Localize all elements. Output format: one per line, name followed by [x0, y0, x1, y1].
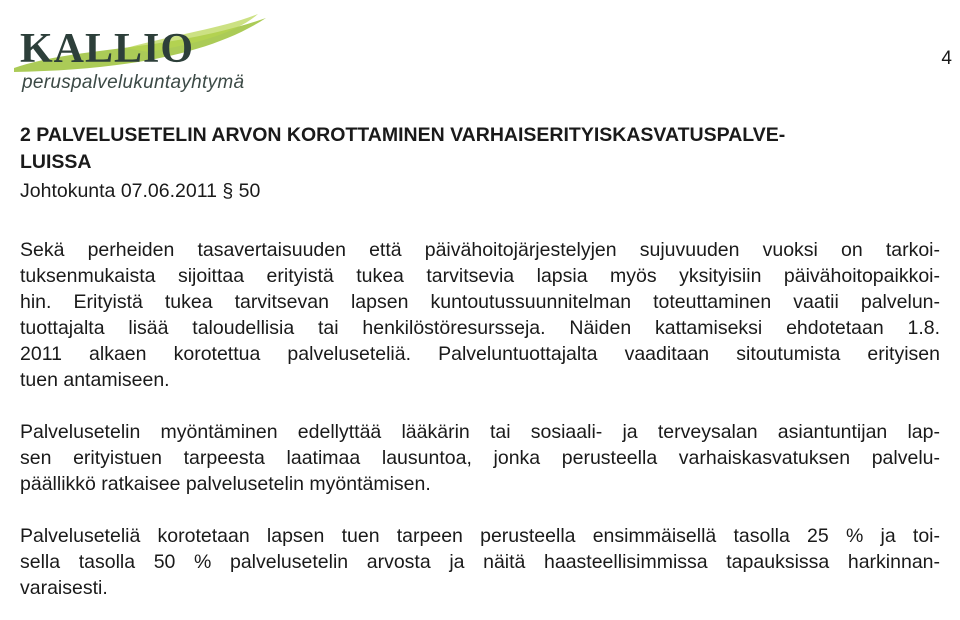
heading-line: LUISSA [20, 151, 92, 173]
logo-subtitle: peruspalvelukuntayhtymä [22, 72, 245, 93]
paragraph-line: tuksenmukaista sijoittaa erityistä tukea tarvitsevia lapsia myös yksityisiin päivähoitopaikkoi- [20, 265, 940, 287]
page-number: 4 [941, 48, 952, 69]
meeting-reference: Johtokunta 07.06.2011 § 50 [20, 180, 261, 202]
paragraph-line: Sekä perheiden tasavertaisuuden että päivähoitojärjestelyjen sujuvuuden vuoksi on tarkoi- [20, 239, 940, 261]
section-heading [20, 122, 940, 176]
paragraph-line: varaisesti. [20, 577, 108, 599]
heading-line: 2 PALVELUSETELIN ARVON KOROTTAMINEN VARHAISERITYISKASVATUSPALVE- [20, 124, 786, 146]
paragraph-line: Palvelusetelin myöntäminen edellyttää lääkärin tai sosiaali- ja terveysalan asiantuntijan lap- [20, 421, 940, 443]
document-body [20, 122, 940, 601]
paragraph [20, 419, 940, 497]
paragraph [20, 237, 940, 393]
paragraph-line: tuen antamiseen. [20, 369, 170, 391]
paragraph-line: sella tasolla 50 % palvelusetelin arvosta ja näitä haasteellisimmissa tapauksissa harkinnan- [20, 551, 940, 573]
logo-name: KALLIO [20, 26, 195, 72]
paragraph-line: hin. Erityistä tukea tarvitsevan lapsen kuntoutussuunnitelman toteuttaminen vaatii palvelun- [20, 291, 940, 313]
paragraph-line: 2011 alkaen korotettua palveluseteliä. Palveluntuottajalta vaaditaan sitoutumista erityisen [20, 343, 940, 365]
kallio-logo [8, 8, 278, 100]
paragraph-line: Palveluseteliä korotetaan lapsen tuen tarpeen perusteella ensimmäisellä tasolla 25 % ja toi- [20, 525, 940, 547]
paragraph-line: päällikkö ratkaisee palvelusetelin myöntämisen. [20, 473, 431, 495]
paragraph-line: tuottajalta lisää taloudellisia tai henkilöstöresursseja. Näiden kattamiseksi ehdotetaan 1.8. [20, 317, 940, 339]
paragraph [20, 523, 940, 601]
paragraph-line: sen erityistuen tarpeesta laatimaa lausuntoa, jonka perusteella varhaiskasvatuksen palvelu- [20, 447, 940, 469]
